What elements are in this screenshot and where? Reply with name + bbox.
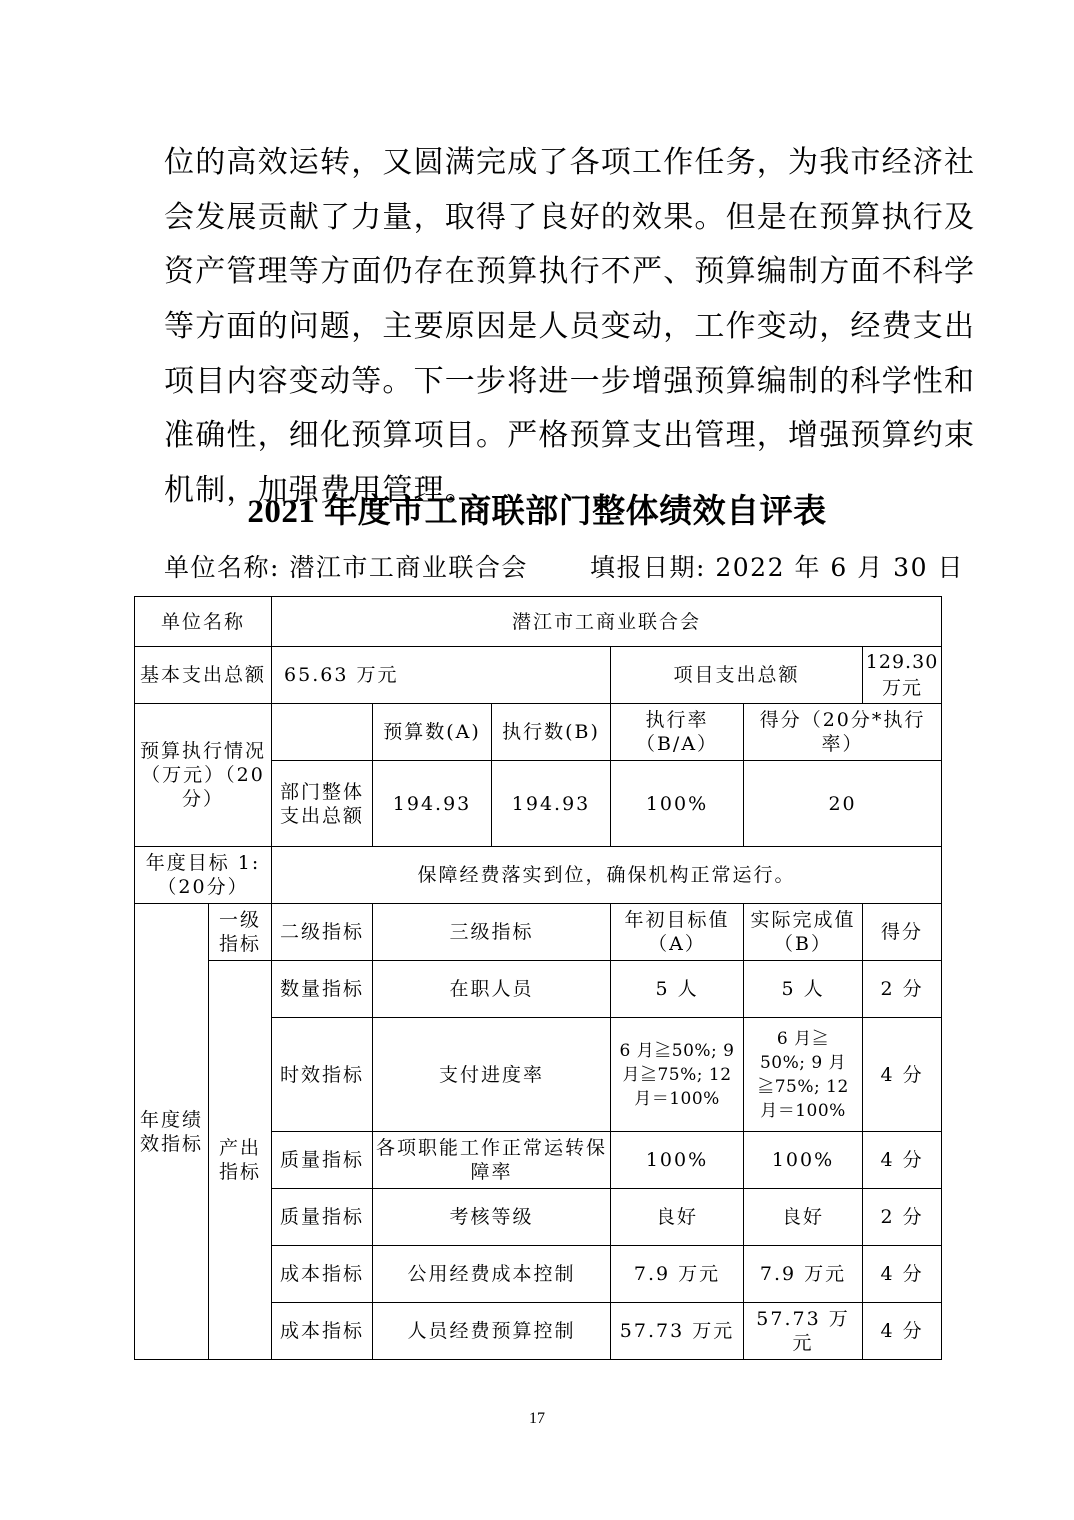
indicator-level2: 数量指标 [272, 961, 373, 1018]
indicator-level3: 在职人员 [373, 961, 611, 1018]
form-meta [164, 548, 964, 588]
level2-indicator-header: 二级指标 [272, 904, 373, 961]
indicator-score: 4 分 [863, 1018, 942, 1132]
budget-score-value: 20 [744, 761, 942, 847]
table-row [135, 961, 942, 1018]
indicator-score-header: 得分 [863, 904, 942, 961]
paragraph-line-6: 准确性，细化预算项目。严格预算支出管理，增强预算约束 [164, 418, 976, 453]
execution-rate-header: 执行率（B/A） [611, 704, 744, 761]
level1-indicator-header: 一级指标 [209, 904, 272, 961]
indicator-level2: 质量指标 [272, 1132, 373, 1189]
indicator-level2: 时效指标 [272, 1018, 373, 1132]
execution-rate-value: 100% [611, 761, 744, 847]
annual-goal-label: 年度目标 1:（20分） [135, 847, 272, 904]
paragraph-line-5: 项目内容变动等。下一步将进一步增强预算编制的科学性和 [164, 364, 976, 399]
report-date-meta: 填报日期: 2022 年 6 月 30 日 [590, 553, 964, 582]
table-row [135, 647, 942, 704]
indicator-target: 5 人 [611, 961, 744, 1018]
paragraph-line-1: 位的高效运转，又圆满完成了各项工作任务，为我市经济社 [164, 145, 976, 180]
paragraph-line-2: 会发展贡献了力量，取得了良好的效果。但是在预算执行及 [164, 200, 976, 235]
actual-value-header: 实际完成值（B） [744, 904, 863, 961]
indicator-level2: 质量指标 [272, 1189, 373, 1246]
performance-indicators-label: 年度绩效指标 [135, 904, 209, 1360]
indicator-level3: 各项职能工作正常运转保障率 [373, 1132, 611, 1189]
output-indicator-label: 产出指标 [209, 961, 272, 1360]
paragraph-line-7: 机制，加强费用管理。 [164, 473, 476, 508]
budget-execution-label: 预算执行情况（万元）（20分） [135, 704, 272, 847]
evaluation-table [134, 596, 942, 1360]
basic-expense-label: 基本支出总额 [135, 647, 272, 704]
budget-empty-header [272, 704, 373, 761]
budget-amount-header: 预算数(A) [373, 704, 492, 761]
indicator-actual: 5 人 [744, 961, 863, 1018]
indicator-level2: 成本指标 [272, 1246, 373, 1303]
table-row [135, 904, 942, 961]
document-title: 2021 年度市工商联部门整体绩效自评表 [247, 494, 827, 530]
indicator-actual: 100% [744, 1132, 863, 1189]
page-number: 17 [529, 1410, 545, 1427]
indicator-level3: 人员经费预算控制 [373, 1303, 611, 1360]
budget-amount-value: 194.93 [373, 761, 492, 847]
table-row [135, 704, 942, 761]
budget-score-header: 得分（20分*执行率） [744, 704, 942, 761]
executed-amount-header: 执行数(B) [492, 704, 611, 761]
indicator-actual: 良好 [744, 1189, 863, 1246]
table-row [135, 847, 942, 904]
paragraph-line-3: 资产管理等方面仍存在预算执行不严、预算编制方面不科学 [164, 254, 976, 289]
project-expense-value: 129.30 万元 [863, 647, 942, 704]
indicator-level3: 公用经费成本控制 [373, 1246, 611, 1303]
indicator-actual: 57.73 万元 [744, 1303, 863, 1360]
indicator-target: 6 月≧50%; 9 月≧75%; 12 月＝100% [611, 1018, 744, 1132]
total-expense-label: 部门整体支出总额 [272, 761, 373, 847]
target-value-header: 年初目标值（A） [611, 904, 744, 961]
table-row [135, 597, 942, 647]
indicator-level3: 考核等级 [373, 1189, 611, 1246]
level3-indicator-header: 三级指标 [373, 904, 611, 961]
indicator-score: 4 分 [863, 1246, 942, 1303]
indicator-level3: 支付进度率 [373, 1018, 611, 1132]
annual-goal-value: 保障经费落实到位，确保机构正常运行。 [272, 847, 942, 904]
indicator-level2: 成本指标 [272, 1303, 373, 1360]
indicator-score: 2 分 [863, 961, 942, 1018]
indicator-score: 4 分 [863, 1303, 942, 1360]
unit-name-value: 潜江市工商业联合会 [272, 597, 942, 647]
executed-amount-value: 194.93 [492, 761, 611, 847]
unit-name-meta: 单位名称: 潜江市工商业联合会 [164, 553, 528, 582]
indicator-score: 2 分 [863, 1189, 942, 1246]
project-expense-label: 项目支出总额 [611, 647, 863, 704]
indicator-score: 4 分 [863, 1132, 942, 1189]
unit-name-label: 单位名称 [135, 597, 272, 647]
basic-expense-value: 65.63 万元 [272, 647, 611, 704]
indicator-target: 良好 [611, 1189, 744, 1246]
paragraph-line-4: 等方面的问题，主要原因是人员变动，工作变动，经费支出 [164, 309, 976, 344]
indicator-target: 100% [611, 1132, 744, 1189]
indicator-target: 7.9 万元 [611, 1246, 744, 1303]
indicator-actual: 6 月≧ 50%; 9 月 ≧75%; 12 月＝100% [744, 1018, 863, 1132]
indicator-actual: 7.9 万元 [744, 1246, 863, 1303]
indicator-target: 57.73 万元 [611, 1303, 744, 1360]
